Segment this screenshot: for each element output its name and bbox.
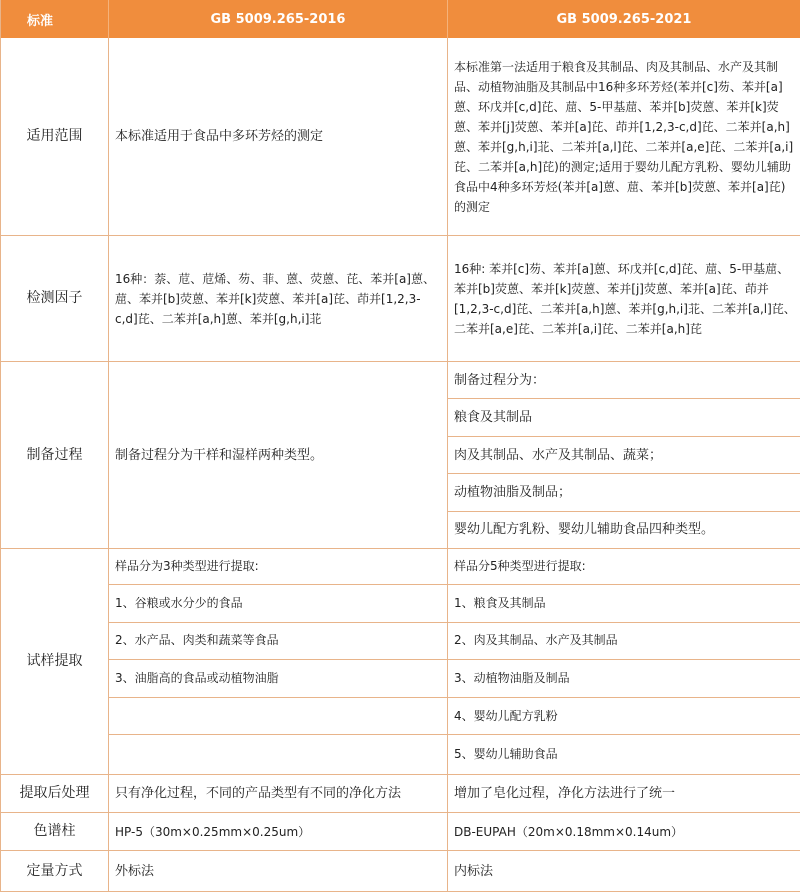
prep-2021 [448,362,800,549]
extraction-2021-item: 1、粮食及其制品 [448,585,800,623]
row-label-factors: 检测因子 [1,236,109,362]
scope-2016: 本标准适用于食品中多环芳烃的测定 [109,38,448,236]
quant-2016: 外标法 [109,851,448,892]
row-label-scope: 适用范围 [1,38,109,236]
quant-2021: 内标法 [448,851,800,892]
prep-2016: 制备过程分为干样和湿样两种类型。 [109,362,448,549]
extraction-2016-item [109,735,447,773]
extraction-2016-item: 1、谷粮或水分少的食品 [109,585,447,623]
prep-2021-item: 动植物油脂及制品； [448,474,800,511]
extraction-2021-item: 样品分5种类型进行提取: [448,549,800,585]
extraction-2021-item: 4、婴幼儿配方乳粉 [448,698,800,736]
prep-2021-item: 婴幼儿配方乳粉、婴幼儿辅助食品四种类型。 [454,522,715,538]
extraction-2016-item: 2、水产品、肉类和蔬菜等食品 [109,623,447,661]
extraction-2016 [109,549,448,775]
column-2016: HP-5（30m×0.25mm×0.25um） [109,813,448,851]
extraction-2021-item: 3、动植物油脂及制品 [448,660,800,698]
row-label-quant: 定量方式 [1,851,109,892]
extraction-2021-item: 2、肉及其制品、水产及其制品 [448,623,800,661]
extraction-2016-item: 样品分为3种类型进行提取: [109,549,447,585]
prep-2021-item: 粮食及其制品 [448,399,800,436]
extraction-2021 [448,549,800,775]
header-gb-2021: GB 5009.265-2021 [448,0,800,38]
row-label-post: 提取后处理 [1,775,109,813]
post-2016: 只有净化过程，不同的产品类型有不同的净化方法 [109,775,448,813]
factors-2016: 16种：萘、苊、苊烯、芴、菲、蒽、荧蒽、芘、苯并[a]蒽、䓛、苯并[b]荧蒽、苯并[k]荧蒽、苯并[a]芘、茚并[1,2,3-c,d]芘、二苯并[a,h]蒽、苯并[g,h,i]苝 [109,236,448,362]
row-label-extraction: 试样提取 [1,549,109,775]
row-label-prep: 制备过程 [1,362,109,549]
scope-2021: 本标准第一法适用于粮食及其制品、肉及其制品、水产及其制品、动植物油脂及其制品中16种多环芳烃(苯并[c]芴、苯并[a]蒽、环戊并[c,d]芘、䓛、5-甲基䓛、苯并[b]荧蒽、苯并[k]荧蒽、苯并[j]荧蒽、苯并[a]芘、茚并[1,2,3-c,d]芘、二苯并[a,h]蒽、苯并[g,h,i]苝、二苯并[a,l]芘、二苯并[a,e]芘、二苯并[a,i]芘、二苯并[a,h]芘)的测定;适用于婴幼儿配方乳粉、婴幼儿辅助食品中4种多环芳烃(苯并[a]蒽、䓛、苯并[b]荧蒽、苯并[a]芘)的测定 [448,38,800,236]
factors-2021: 16种: 苯并[c]芴、苯并[a]蒽、环戊并[c,d]芘、䓛、5-甲基䓛、苯并[b]荧蒽、苯并[k]荧蒽、苯并[j]荧蒽、苯并[a]芘、茚并[1,2,3-c,d]芘、二苯并[a,h]蒽、苯并[g,h,i]苝、二苯并[a,l]芘、二苯并[a,e]芘、二苯并[a,i]芘、二苯并[a,h]芘 [448,236,800,362]
post-2021: 增加了皂化过程，净化方法进行了统一 [448,775,800,813]
column-2021: DB-EUPAH（20m×0.18mm×0.14um） [448,813,800,851]
header-standard: 标准 [1,0,109,38]
row-label-column: 色谱柱 [1,813,109,851]
prep-2021-item: 制备过程分为： [448,362,800,399]
prep-2021-item: 肉及其制品、水产及其制品、蔬菜； [448,437,800,474]
extraction-2016-item: 3、油脂高的食品或动植物油脂 [109,660,447,698]
extraction-2021-item: 5、婴幼儿辅助食品 [454,746,558,761]
extraction-2016-item [109,698,447,736]
header-gb-2016: GB 5009.265-2016 [109,0,448,38]
